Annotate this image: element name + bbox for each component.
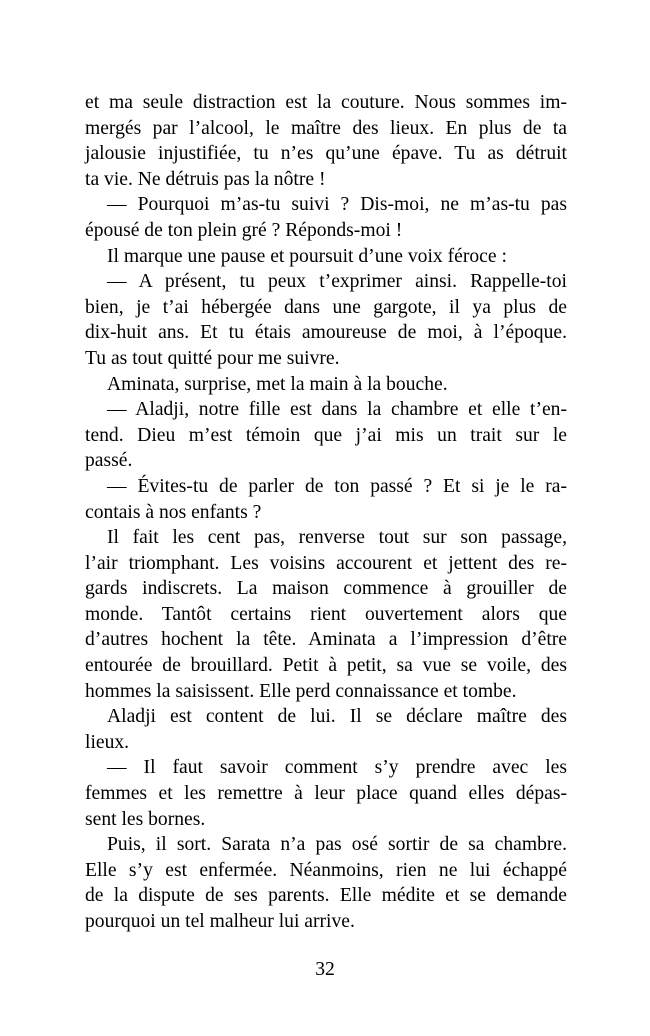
text-line: mergés par l’alcool, le maître des lieux. En plus de ta [85,117,567,139]
text-line: de la dispute de ses parents. Elle médite et se demande [85,885,567,907]
text-line: lieux. [85,731,130,753]
text-line: hommes la saisissent. Elle perd connaissance et tombe. [85,680,517,702]
text-line: pourquoi un tel malheur lui arrive. [85,911,355,932]
text-line: — Pourquoi m’as-tu suivi ? Dis-moi, ne m’as-tu pas [107,194,567,216]
text-line: Aminata, surprise, met la main à la bouche. [107,373,448,395]
text-line: gards indiscrets. La maison commence à grouiller de [85,578,567,600]
page-text-block [85,90,567,935]
text-line: Aladji est content de lui. Il se déclare maître des [107,706,567,728]
text-line: ta vie. Ne détruis pas la nôtre ! [85,168,326,190]
text-line: Il marque une pause et poursuit d’une voix féroce : [107,245,507,267]
text-line: l’air triomphant. Les voisins accourent et jettent des re- [85,552,567,574]
text-line: — Évites-tu de parler de ton passé ? Et si je le ra- [107,475,567,497]
page-number: 32 [315,959,335,980]
text-line: jalousie injustifiée, tu n’es qu’une épave. Tu as détruit [85,143,567,165]
text-line: — A présent, tu peux t’exprimer ainsi. Rappelle-toi [107,271,567,293]
text-line: Elle s’y est enfermée. Néanmoins, rien ne lui échappé [85,859,567,881]
text-line: tend. Dieu m’est témoin que j’ai mis un trait sur le [85,424,567,446]
text-line: — Il faut savoir comment s’y prendre avec les [107,757,567,779]
text-line: entourée de brouillard. Petit à petit, sa vue se voile, des [85,655,567,677]
text-line: bien, je t’ai hébergée dans une gargote, il ya plus de [85,296,567,318]
text-line: Puis, il sort. Sarata n’a pas osé sortir de sa chambre. [107,834,567,856]
text-line: contais à nos enfants ? [85,501,262,523]
text-line: passé. [85,450,133,472]
text-line: — Aladji, notre fille est dans la chambre et elle t’en- [107,399,567,421]
text-line: Il fait les cent pas, renverse tout sur son passage, [107,527,567,549]
text-line: épousé de ton plein gré ? Réponds-moi ! [85,219,403,241]
text-line: monde. Tantôt certains rient ouvertement alors que [85,603,567,625]
text-line: femmes et les remettre à leur place quand elles dépas- [85,783,567,805]
text-line: sent les bornes. [85,808,206,830]
text-line: et ma seule distraction est la couture. Nous sommes im- [85,92,567,113]
text-line: Tu as tout quitté pour me suivre. [85,347,340,369]
text-line: dix-huit ans. Et tu étais amoureuse de moi, à l’époque. [85,322,567,344]
text-line: d’autres hochent la tête. Aminata a l’impression d’être [85,629,567,651]
